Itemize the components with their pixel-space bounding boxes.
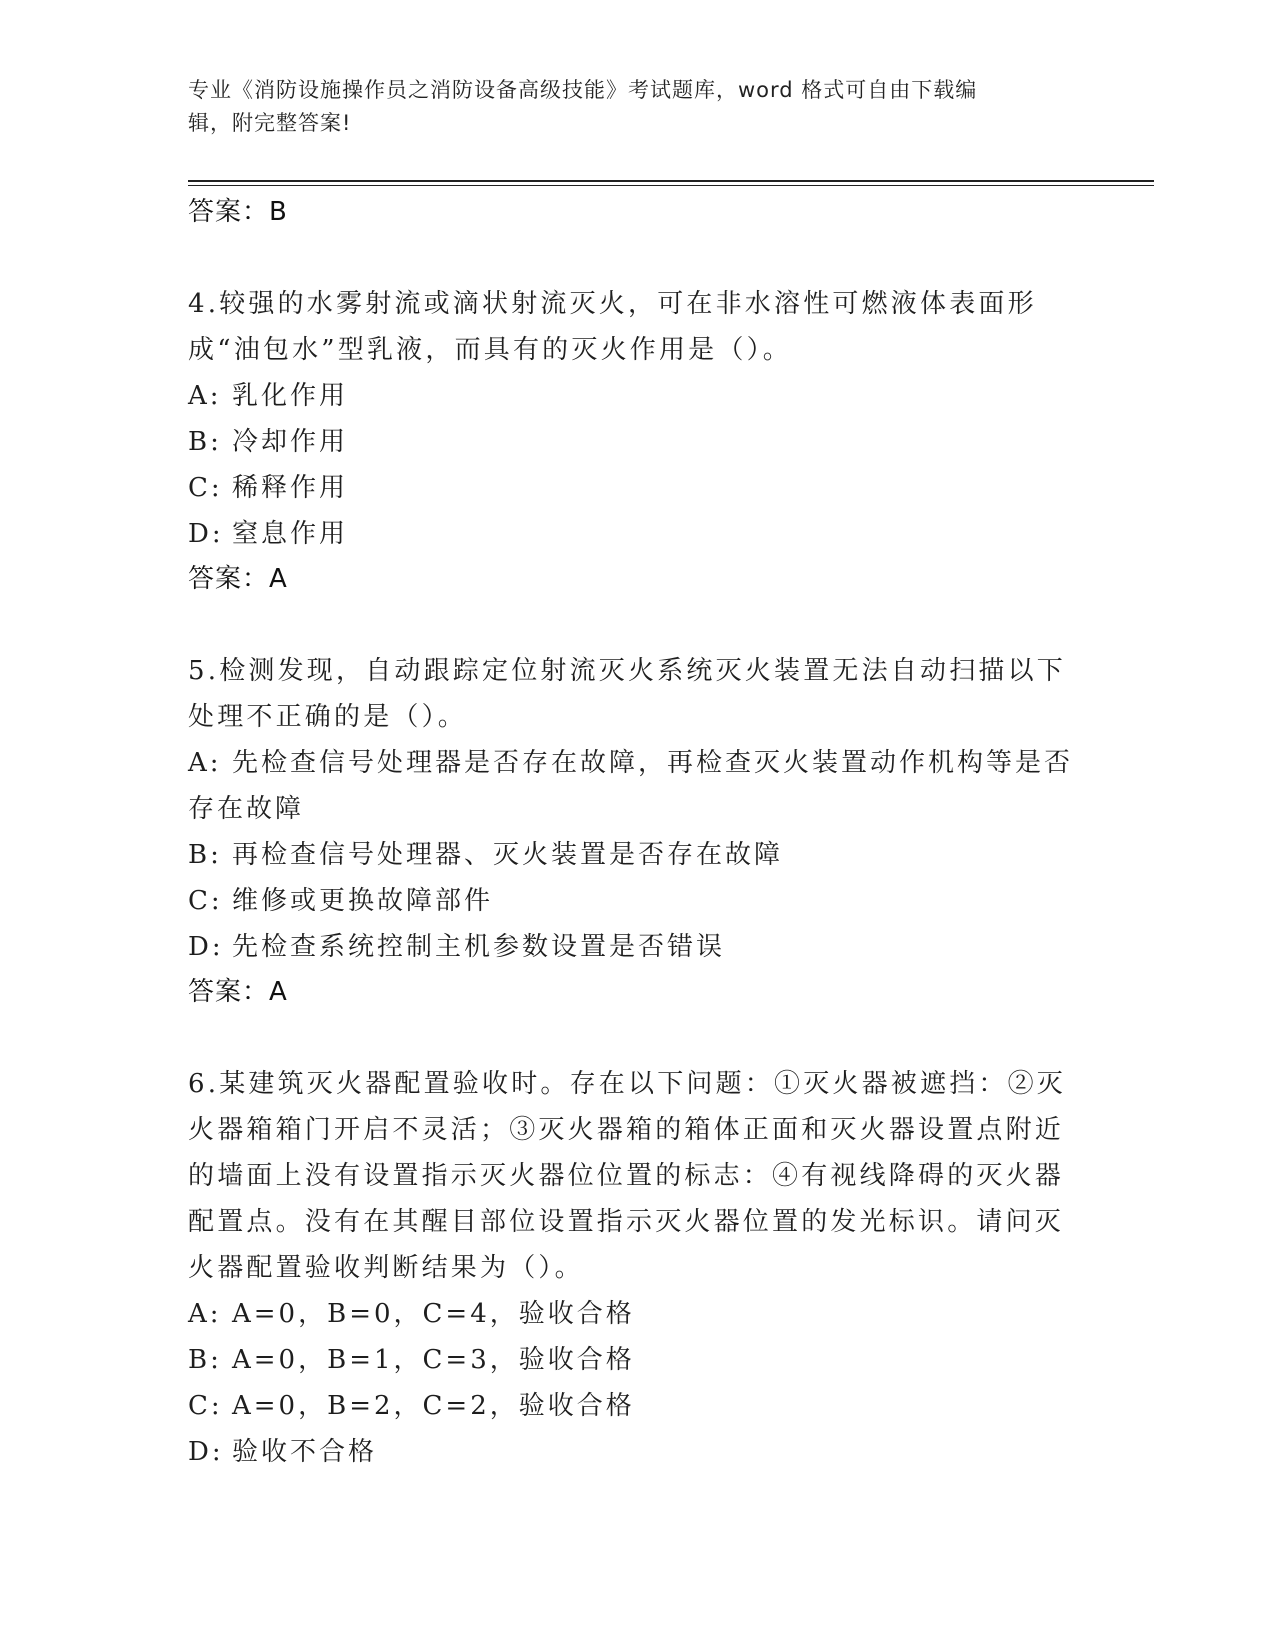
question-4-option-a: [188, 373, 1088, 419]
option-text: 先检查信号处理器是否存在故障，再检查灭火装置动作机构等是否存在故障: [188, 748, 1074, 824]
option-letter: B:: [188, 1345, 222, 1375]
question-5-option-d: [188, 924, 1088, 970]
question-4-option-d: [188, 511, 1088, 557]
question-4-option-b: [188, 419, 1088, 465]
option-text: 先检查系统控制主机参数设置是否错误: [232, 932, 726, 962]
question-6-option-c: [188, 1383, 1088, 1429]
question-5-option-b: [188, 832, 1088, 878]
option-letter: A:: [188, 381, 222, 411]
option-text: A=0，B=1，C=3，验收合格: [232, 1345, 635, 1375]
header-rule-thin: [188, 185, 1154, 186]
question-5-text: 5.检测发现，自动跟踪定位射流灭火系统灭火装置无法自动扫描以下处理不正确的是（）。: [188, 656, 1067, 732]
option-letter: B:: [188, 840, 222, 870]
option-text: 乳化作用: [232, 381, 349, 411]
option-text: 冷却作用: [232, 427, 349, 457]
header-line-1: 专业《消防设施操作员之消防设备高级技能》考试题库，word 格式可自由下载编: [188, 78, 978, 102]
option-letter: C:: [188, 473, 223, 503]
question-5-answer: 答案：A: [188, 977, 288, 1007]
option-letter: D:: [188, 1437, 224, 1467]
option-letter: A:: [188, 1299, 222, 1329]
option-letter: A:: [188, 748, 222, 778]
header-rule-thick: [188, 180, 1154, 182]
option-text: 验收不合格: [232, 1437, 378, 1467]
question-6-text: 6.某建筑灭火器配置验收时。存在以下问题：①灭火器被遮挡：②灭火器箱箱门开启不灵活；③灭火器箱的箱体正面和灭火器设置点附近的墙面上没有设置指示灭火器位位置的标志：④有视线降碍的灭火器配置点。没有在其醒目部位设置指示灭火器位置的发光标识。请问灭火器配置验收判断结果为（）。: [188, 1069, 1067, 1283]
question-4-answer: 答案：A: [188, 564, 288, 594]
question-4-option-c: [188, 465, 1088, 511]
option-text: 维修或更换故障部件: [232, 886, 494, 916]
option-text: 再检查信号处理器、灭火装置是否存在故障: [232, 840, 784, 870]
option-text: 窒息作用: [232, 519, 349, 549]
answer-line: 答案：B: [188, 197, 288, 227]
option-letter: B:: [188, 427, 222, 457]
question-list: [188, 190, 1088, 1475]
page-header: [188, 74, 1068, 140]
option-letter: D:: [188, 519, 224, 549]
header-line-2: 辑，附完整答案!: [188, 111, 352, 135]
option-text: A=0，B=0，C=4，验收合格: [232, 1299, 635, 1329]
option-letter: C:: [188, 886, 223, 916]
question-6-option-a: [188, 1291, 1088, 1337]
question-5-option-c: [188, 878, 1088, 924]
option-letter: D:: [188, 932, 224, 962]
question-6-option-b: [188, 1337, 1088, 1383]
option-text: A=0，B=2，C=2，验收合格: [232, 1391, 635, 1421]
question-5-option-a: [188, 740, 1088, 832]
option-text: 稀释作用: [232, 473, 349, 503]
question-6-option-d: [188, 1429, 1088, 1475]
option-letter: C:: [188, 1391, 223, 1421]
question-4-text: 4.较强的水雾射流或滴状射流灭火，可在非水溶性可燃液体表面形成“油包水”型乳液，而具有的灭火作用是（）。: [188, 289, 1037, 365]
